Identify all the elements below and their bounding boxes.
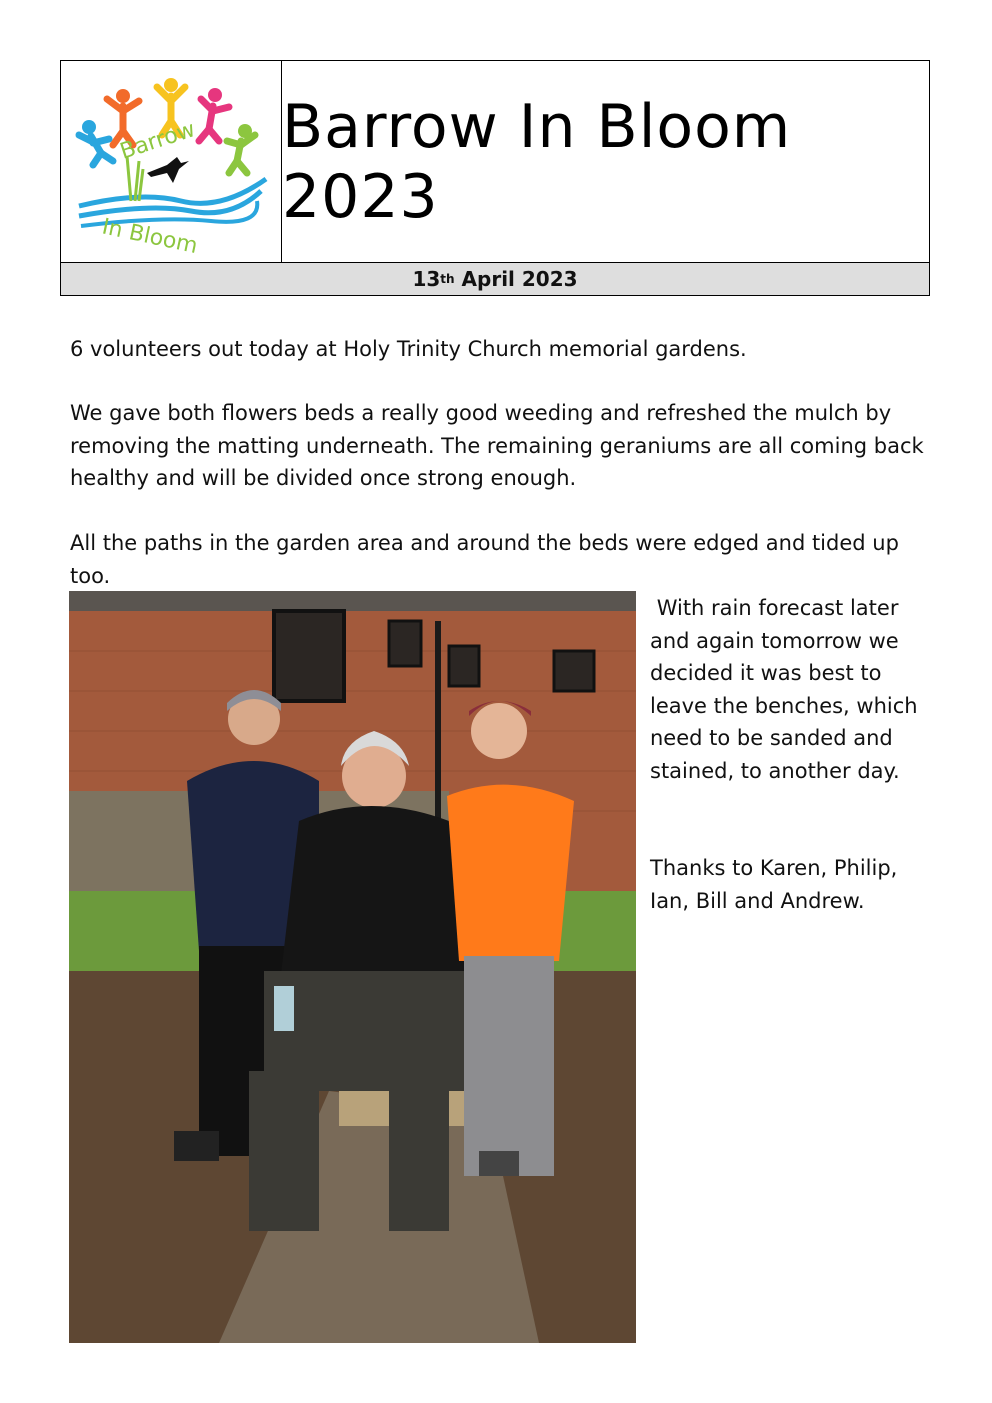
header-table (60, 60, 930, 296)
paragraph-paths: All the paths in the garden area and around the beds were edged and tided up too. (70, 531, 899, 588)
paragraph-volunteers: 6 volunteers out today at Holy Trinity Church memorial gardens. (70, 337, 747, 361)
title-cell (282, 61, 929, 262)
volunteers-photo (69, 591, 636, 1343)
paragraph-rain-forecast: With rain forecast later and again tomorrow we decided it was best to leave the benches, which need to be sanded and stained, to another day. (650, 596, 925, 783)
barrow-in-bloom-logo (61, 61, 280, 260)
date-rest: April 2023 (454, 267, 578, 291)
paragraph-thanks: Thanks to Karen, Philip, Ian, Bill and Andrew. (650, 856, 898, 913)
date-suffix: th (440, 272, 455, 286)
date-row (61, 262, 929, 295)
logo-text-top: Barrow (117, 117, 199, 165)
logo-text-bottom: In Bloom (99, 214, 200, 260)
date-day: 13 (412, 267, 441, 291)
page-title: Barrow In Bloom 2023 (282, 91, 792, 232)
paragraph-weeding: We gave both flowers beds a really good weeding and refreshed the mulch by removing the matting underneath. The remaining geraniums are all coming back healthy and will be divided once strong enough. (70, 401, 924, 490)
logo-cell (61, 61, 282, 262)
